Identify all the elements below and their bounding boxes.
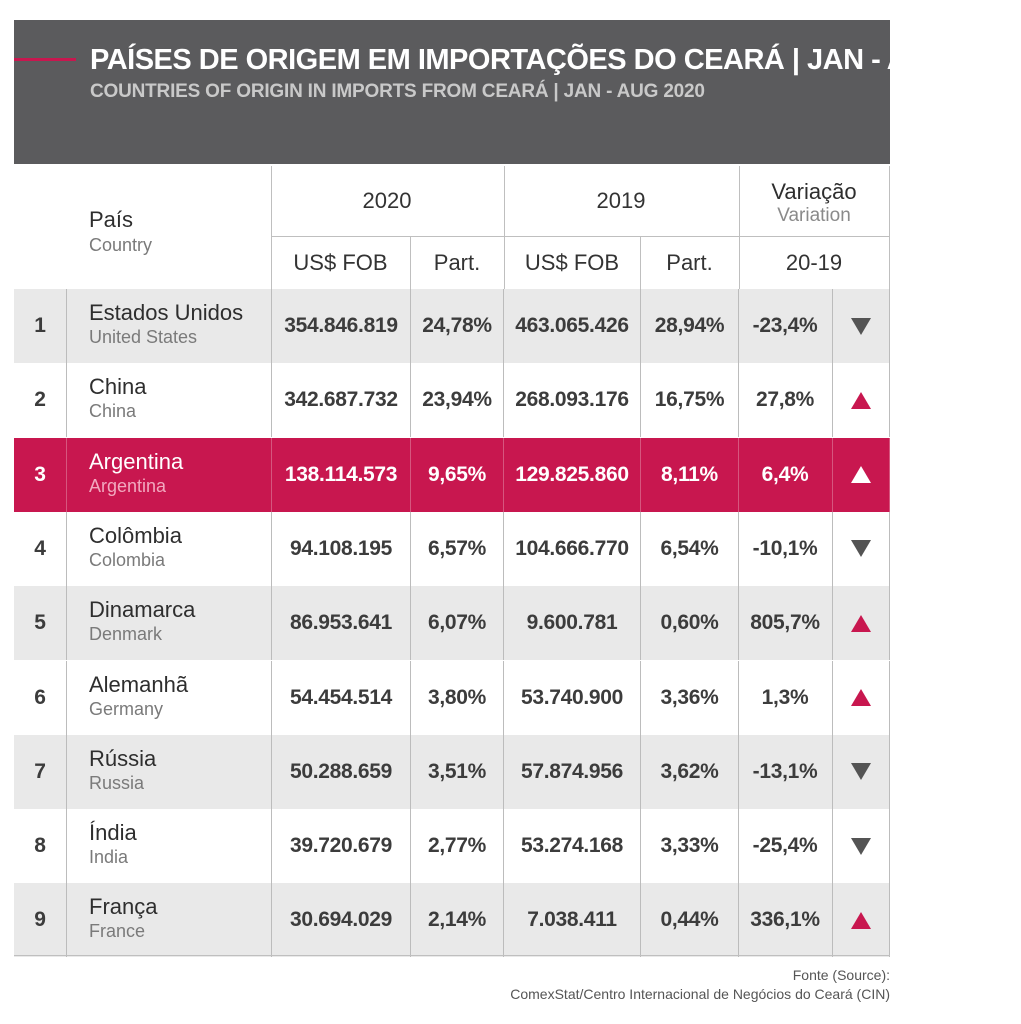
part-2020-cell: 2,14% [427, 908, 487, 932]
divider [640, 363, 641, 437]
country-name-pt: Colômbia [89, 522, 182, 548]
divider [271, 363, 272, 437]
country-cell [89, 300, 243, 348]
country-cell [89, 746, 156, 794]
source-text: ComexStat/Centro Internacional de Negócios do Ceará (CIN) [510, 986, 890, 1002]
part-2019-cell: 3,62% [660, 759, 719, 783]
country-name-en: United States [89, 327, 198, 347]
country-name-pt: China [89, 374, 147, 400]
divider [66, 735, 67, 809]
part-2020-cell: 6,07% [427, 611, 487, 635]
divider [66, 512, 67, 586]
divider [271, 438, 272, 512]
divider [503, 438, 504, 512]
fob-2020-cell: 50.288.659 [289, 759, 393, 783]
country-cell [89, 894, 157, 942]
rank-cell: 4 [34, 536, 46, 560]
fob-2020-cell: 354.846.819 [284, 314, 398, 337]
part-2019-cell: 6,54% [660, 536, 719, 560]
divider [738, 735, 739, 809]
fob-2020-cell: 94.108.195 [289, 536, 393, 560]
rank-cell: 7 [34, 759, 46, 783]
country-name-en: France [89, 921, 146, 942]
rank-cell: 2 [34, 388, 46, 412]
divider [504, 166, 505, 289]
fob-2019-cell: 268.093.176 [515, 388, 629, 412]
country-name-en: Colombia [89, 549, 166, 570]
country-cell [89, 597, 195, 645]
divider [66, 883, 67, 957]
fob-2019-cell: 57.874.956 [520, 759, 624, 783]
country-name-pt: Estados Unidos [89, 300, 244, 325]
variation-cell: -10,1% [752, 536, 818, 560]
country-header-pt: País [89, 207, 134, 232]
trend-arrow-cell [832, 512, 890, 586]
trend-arrow-cell [832, 883, 890, 957]
divider [271, 512, 272, 586]
variation-cell: -23,4% [752, 314, 818, 337]
divider [503, 661, 504, 735]
divider [503, 512, 504, 586]
country-name-en: Argentina [89, 475, 167, 496]
arrow-down-icon [851, 540, 871, 557]
divider [738, 661, 739, 735]
divider [66, 289, 67, 363]
arrow-up-icon [851, 615, 871, 632]
trend-arrow-cell [832, 735, 890, 809]
fob-2019-cell: 463.065.426 [515, 314, 629, 337]
arrow-up-icon [851, 912, 871, 929]
divider [640, 512, 641, 586]
divider [640, 735, 641, 809]
country-name-pt: Índia [89, 820, 137, 846]
divider [738, 809, 739, 883]
divider [271, 661, 272, 735]
table-bottom-rule [14, 955, 890, 956]
divider [640, 237, 641, 289]
source-footer [510, 966, 890, 1004]
rank-cell: 1 [34, 314, 46, 337]
variation-header-pt: Variação [771, 179, 857, 204]
country-cell [89, 449, 183, 497]
variation-header-en: Variation [777, 205, 851, 226]
country-cell [89, 523, 182, 571]
arrow-down-icon [851, 763, 871, 780]
divider [640, 809, 641, 883]
divider [66, 363, 67, 437]
fob-2020-cell: 138.114.573 [284, 462, 398, 486]
country-name-en: China [89, 401, 137, 422]
divider [640, 438, 641, 512]
part-2019-cell: 28,94% [654, 314, 725, 337]
fob-2019-cell: 9.600.781 [526, 611, 618, 635]
divider [410, 237, 411, 289]
arrow-up-icon [851, 689, 871, 706]
part-2020-cell: 3,80% [427, 685, 487, 709]
divider [640, 883, 641, 957]
fob-2019-cell: 53.740.900 [520, 685, 624, 709]
divider [271, 289, 272, 363]
trend-arrow-cell [832, 809, 890, 883]
divider [410, 512, 411, 586]
divider [503, 289, 504, 363]
country-name-pt: Alemanhã [89, 671, 189, 697]
rank-cell: 9 [34, 908, 46, 932]
country-name-en: Germany [89, 698, 164, 719]
fob-2020-cell: 54.454.514 [289, 685, 393, 709]
fob-2019-cell: 104.666.770 [515, 536, 629, 560]
table-row [14, 363, 890, 437]
arrow-up-icon [851, 466, 871, 483]
part-2020-cell: 6,57% [427, 536, 487, 560]
divider [640, 661, 641, 735]
country-name-pt: Rússia [89, 745, 157, 771]
fob-2019-cell: 53.274.168 [520, 834, 624, 858]
rank-cell: 8 [34, 834, 46, 858]
variation-cell: -25,4% [752, 834, 818, 858]
divider [640, 586, 641, 660]
fob-2020-cell: 30.694.029 [289, 908, 393, 932]
part-2020-cell: 23,94% [422, 388, 492, 412]
part-2020-cell: 2,77% [427, 834, 487, 858]
part-2019-cell: 3,33% [660, 834, 719, 858]
divider [271, 586, 272, 660]
divider [738, 363, 739, 437]
rank-cell: 5 [34, 611, 46, 635]
part-2020-cell: 9,65% [427, 462, 487, 486]
divider [738, 883, 739, 957]
rank-cell: 3 [34, 462, 46, 486]
part-2019-cell: 0,44% [660, 908, 719, 932]
country-cell [89, 672, 188, 720]
country-header-en: Country [89, 235, 153, 255]
variation-cell: 336,1% [750, 908, 820, 932]
rank-cell: 6 [34, 685, 46, 709]
arrow-down-icon [851, 318, 871, 335]
fob-2020-header: US$ FOB [293, 250, 388, 275]
table-row [14, 289, 890, 363]
variation-cell: 805,7% [750, 611, 820, 635]
variation-cell: 6,4% [761, 462, 809, 486]
divider [410, 438, 411, 512]
divider [410, 735, 411, 809]
country-column-header [89, 206, 152, 256]
part-2019-cell: 3,36% [660, 685, 719, 709]
divider [738, 438, 739, 512]
trend-arrow-cell [832, 363, 890, 437]
fob-2020-cell: 86.953.641 [289, 611, 393, 635]
divider [66, 661, 67, 735]
part-2020-cell: 24,78% [422, 314, 492, 337]
title-banner [14, 20, 1021, 164]
variation-cell: 27,8% [755, 388, 815, 412]
divider [410, 289, 411, 363]
divider [503, 883, 504, 957]
divider [503, 586, 504, 660]
divider [738, 512, 739, 586]
trend-arrow-cell [832, 289, 890, 363]
accent-line [14, 58, 76, 61]
year-2020-header: 2020 [362, 188, 412, 213]
divider [66, 809, 67, 883]
country-name-pt: França [89, 894, 158, 920]
country-cell [89, 820, 137, 868]
source-label: Fonte (Source): [792, 967, 890, 983]
table-row [14, 735, 890, 809]
divider [410, 883, 411, 957]
divider [271, 809, 272, 883]
country-cell [89, 374, 146, 422]
fob-2020-cell: 342.687.732 [284, 388, 398, 412]
year-2019-header: 2019 [596, 188, 646, 213]
variation-header [739, 178, 889, 227]
divider [410, 363, 411, 437]
variation-cell: -13,1% [752, 759, 818, 783]
variation-cell: 1,3% [761, 685, 809, 709]
table-row [14, 661, 890, 735]
country-name-en: Denmark [89, 624, 163, 645]
divider [271, 735, 272, 809]
table-row [14, 883, 890, 957]
trend-arrow-cell [832, 438, 890, 512]
period-header: 20-19 [785, 250, 843, 275]
divider [271, 236, 890, 237]
divider [738, 586, 739, 660]
page-title: PAÍSES DE ORIGEM EM IMPORTAÇÕES DO CEARÁ | JAN - AGO 2020 [90, 44, 1021, 76]
divider [503, 735, 504, 809]
country-name-pt: Argentina [89, 448, 184, 474]
table-row [14, 512, 890, 586]
divider [739, 166, 740, 289]
table-row [14, 586, 890, 660]
fob-2019-cell: 7.038.411 [527, 908, 617, 932]
fob-2019-cell: 129.825.860 [515, 462, 629, 486]
arrow-down-icon [851, 838, 871, 855]
part-2020-cell: 3,51% [427, 759, 487, 783]
arrow-up-icon [851, 392, 871, 409]
divider [503, 809, 504, 883]
part-2019-cell: 8,11% [661, 462, 718, 486]
table-row [14, 438, 890, 512]
part-2019-cell: 16,75% [654, 388, 725, 412]
country-name-en: Russia [89, 772, 145, 793]
part-2019-header: Part. [666, 250, 713, 275]
divider [66, 438, 67, 512]
table-row [14, 809, 890, 883]
divider [738, 289, 739, 363]
divider [410, 809, 411, 883]
divider [271, 166, 272, 289]
divider [503, 363, 504, 437]
divider [640, 289, 641, 363]
divider [889, 166, 890, 289]
divider [410, 661, 411, 735]
divider [271, 883, 272, 957]
trend-arrow-cell [832, 661, 890, 735]
country-name-en: India [89, 847, 129, 868]
divider [410, 586, 411, 660]
page-subtitle: COUNTRIES OF ORIGIN IN IMPORTS FROM CEARÁ | JAN - AUG 2020 [90, 81, 705, 102]
part-2020-header: Part. [433, 250, 481, 275]
country-name-pt: Dinamarca [89, 597, 196, 623]
divider [66, 586, 67, 660]
part-2019-cell: 0,60% [660, 611, 719, 635]
trend-arrow-cell [832, 586, 890, 660]
fob-2019-header: US$ FOB [524, 250, 620, 275]
fob-2020-cell: 39.720.679 [289, 834, 393, 858]
